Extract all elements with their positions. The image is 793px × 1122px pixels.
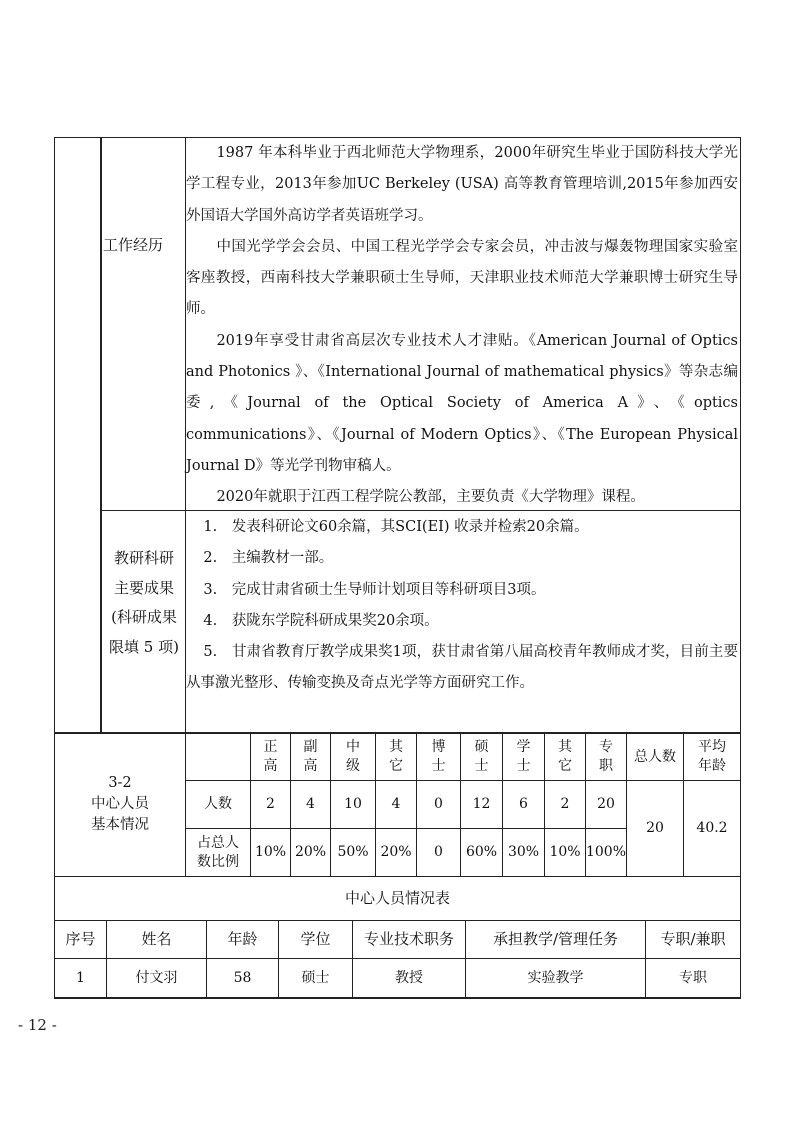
research-item: 3. 完成甘肃省硕士生导师计划项目等科研项目3项。 bbox=[203, 581, 546, 598]
total-value: 20 bbox=[646, 820, 664, 836]
row-ratio-label: 占总人 数比例 bbox=[197, 834, 239, 870]
label-line: 3-2 bbox=[108, 774, 132, 791]
label-line: 中心人员 bbox=[91, 795, 149, 812]
column-header: 学位 bbox=[300, 930, 331, 948]
research-item: 5. 甘肃省教育厅教学成果奖1项，获甘肃省第八届高校青年教师成才奖，目前主要从事激光整形、传输变换及奇点光学等方面研究工作。 bbox=[186, 644, 738, 692]
paragraph: 2020年就职于江西工程学院公教部，主要负责《大学物理》课程。 bbox=[216, 489, 645, 506]
ratio-cell: 50% bbox=[337, 844, 369, 860]
header-xueshi: 学 士 bbox=[516, 739, 531, 774]
column-header: 专职/兼职 bbox=[660, 930, 726, 948]
count-cell: 4 bbox=[391, 796, 401, 812]
header-avg-age: 平均 年龄 bbox=[698, 739, 726, 774]
ratio-cell: 60% bbox=[465, 844, 498, 860]
table-cell: 58 bbox=[233, 969, 252, 986]
table-cell: 付文羽 bbox=[135, 969, 178, 986]
header-shuoshi: 硕 士 bbox=[474, 739, 489, 774]
row-count-label: 人数 bbox=[204, 796, 232, 812]
header-zhenggao: 正 高 bbox=[263, 739, 278, 774]
table-cell: 硕士 bbox=[301, 969, 330, 986]
staff-basic-section-label bbox=[55, 762, 185, 846]
research-label bbox=[103, 544, 185, 662]
column-header: 序号 bbox=[65, 930, 96, 948]
header-qita-degree: 其 它 bbox=[558, 739, 572, 774]
paragraph: 1987 年本科毕业于西北师范大学物理系，2000年研究生毕业于国防科技大学光学工程专业，2013年参加UC Berkeley (USA) 高等教育管理培训,2015年参加西安外国语大学国外高访学者英语班学习。 bbox=[186, 145, 738, 224]
divider bbox=[100, 137, 102, 733]
count-cell: 0 bbox=[434, 796, 443, 812]
table-cell: 专职 bbox=[679, 969, 707, 986]
count-cell: 20 bbox=[597, 796, 615, 812]
label-line: 限填 5 项) bbox=[109, 637, 179, 656]
research-items bbox=[186, 512, 738, 700]
header-zhongji: 中 级 bbox=[346, 739, 360, 774]
ratio-cell: 10% bbox=[254, 844, 287, 860]
table-cell: 教授 bbox=[395, 969, 423, 986]
count-cell: 2 bbox=[560, 796, 570, 812]
paragraph: 中国光学学会会员、中国工程光学学会专家会员，冲击波与爆轰物理国家实验室客座教授，西南科技大学兼职硕士生导师，天津职业技术师范大学兼职博士研究生导师。 bbox=[186, 238, 738, 318]
ratio-cell: 20% bbox=[380, 844, 412, 860]
label-line: (科研成果 bbox=[111, 608, 177, 626]
research-item: 4. 获陇东学院科研成果奖20余项。 bbox=[203, 612, 439, 629]
table-border-left bbox=[54, 137, 55, 998]
label-line: 基本情况 bbox=[91, 816, 149, 833]
paragraph: 2019年享受甘肃省高层次专业技术人才津贴。《American Journal of Optics and Photonics 》、《International Journal of mathematical physics》等杂志编委,《Journal of the Optical Society of America A》、《optics communications》、《Journal of Modern Optics》、《The European Physical Journal D》等光学刊物审稿人。 bbox=[186, 332, 738, 474]
header-fugao: 副 高 bbox=[303, 739, 318, 774]
count-cell: 4 bbox=[306, 796, 315, 812]
page-number: - 12 - bbox=[18, 1016, 57, 1034]
research-item: 1. 发表科研论文60余篇，其SCI(EI) 收录并检索20余篇。 bbox=[203, 519, 589, 535]
count-cell: 2 bbox=[266, 796, 275, 812]
work-experience-label: 工作经历 bbox=[103, 236, 164, 254]
header-zhuanzhi: 专 职 bbox=[599, 739, 613, 774]
column-header: 承担教学/管理任务 bbox=[492, 930, 619, 948]
research-item: 2. 主编教材一部。 bbox=[203, 550, 334, 567]
ratio-cell: 100% bbox=[585, 844, 627, 860]
column-header: 姓名 bbox=[141, 930, 172, 948]
table-border-bottom bbox=[54, 997, 741, 999]
column-header: 年龄 bbox=[227, 930, 258, 948]
label-line: 主要成果 bbox=[113, 578, 174, 597]
header-qita-title: 其 它 bbox=[389, 739, 403, 774]
ratio-cell: 30% bbox=[507, 844, 540, 860]
staff-table-title: 中心人员情况表 bbox=[344, 889, 450, 907]
header-boshi: 博 士 bbox=[431, 739, 446, 774]
label-line: 教研科研 bbox=[113, 549, 174, 567]
column-header: 专业技术职务 bbox=[363, 930, 454, 948]
header-total: 总人数 bbox=[634, 748, 676, 765]
table-cell: 1 bbox=[76, 969, 85, 986]
count-cell: 10 bbox=[344, 796, 362, 812]
table-cell: 实验教学 bbox=[527, 969, 584, 986]
ratio-cell: 10% bbox=[549, 844, 581, 860]
count-cell: 12 bbox=[472, 796, 491, 812]
count-cell: 6 bbox=[519, 796, 528, 812]
avg-age-value: 40.2 bbox=[696, 820, 728, 836]
ratio-cell: 20% bbox=[294, 844, 327, 860]
table-border-right bbox=[740, 137, 741, 998]
ratio-cell: 0 bbox=[434, 844, 443, 860]
work-experience-text bbox=[186, 138, 738, 514]
